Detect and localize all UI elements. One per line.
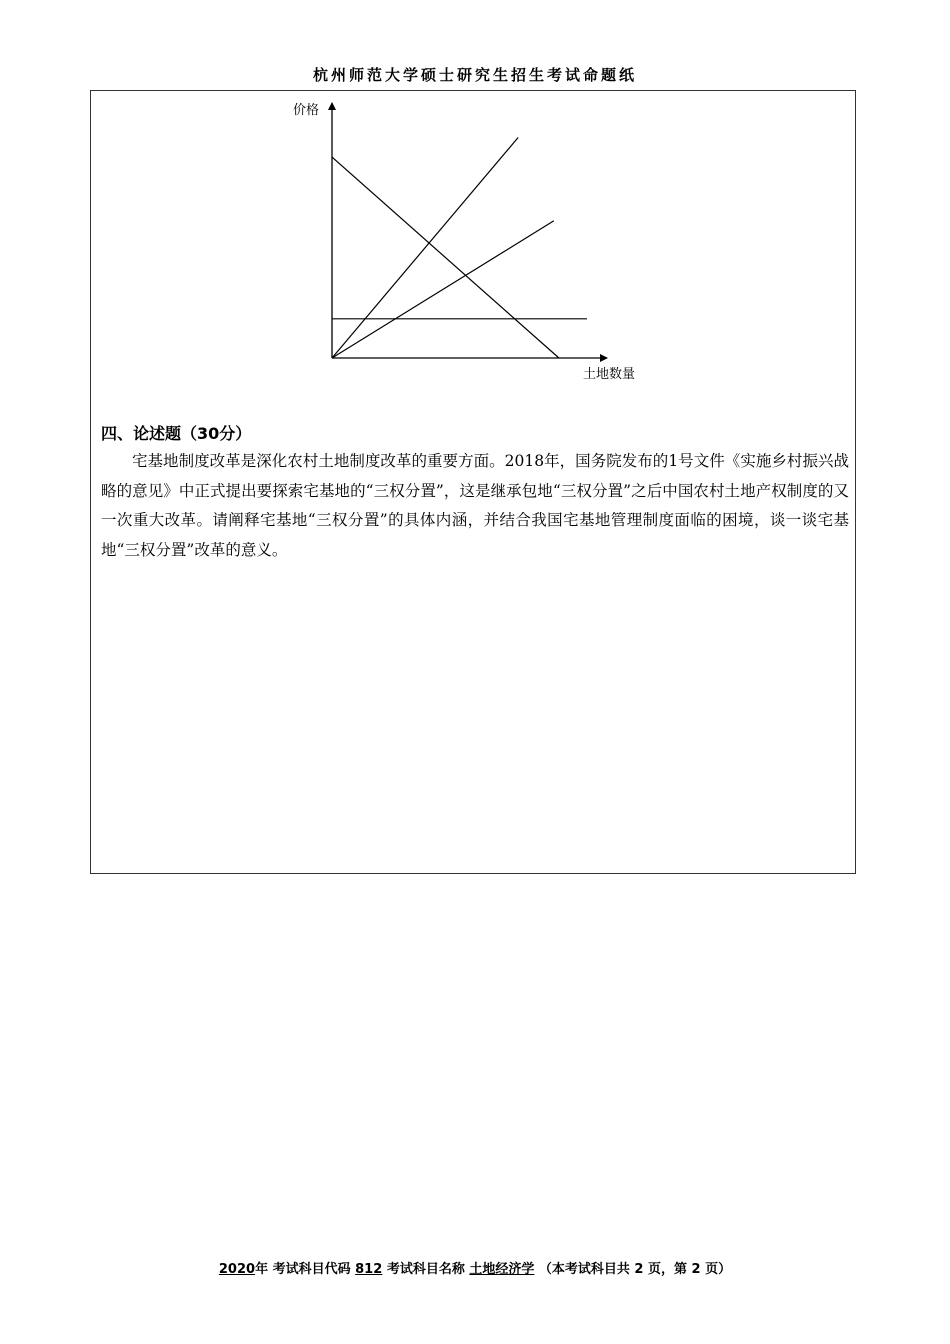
supply-demand-chart <box>91 91 857 401</box>
page-header: 杭州师范大学硕士研究生招生考试命题纸 <box>312 66 637 84</box>
footer-subject-code: 812 <box>355 1262 383 1277</box>
y-axis-label: 价格 <box>293 103 320 118</box>
question-frame <box>90 90 856 874</box>
section-title: 四、论述题（30分） <box>101 424 252 443</box>
footer-year: 2020 <box>218 1262 256 1277</box>
x-axis-label: 土地数量 <box>583 367 636 382</box>
steep-upward-line <box>332 138 518 359</box>
footer-subject-name: 土地经济学 <box>469 1262 535 1277</box>
footer-code-label: 年 考试科目代码 <box>255 1262 351 1277</box>
series-layer <box>332 138 587 359</box>
footer-page-note: （本考试科目共 2 页，第 2 页） <box>538 1262 732 1277</box>
downward-line <box>332 157 559 358</box>
essay-question-text: 宅基地制度改革是深化农村土地制度改革的重要方面。2018年，国务院发布的1号文件《实施乡村振兴战略的意见》中正式提出要探索宅基地的“三权分置”，这是继承包地“三权分置”之后中国农村土地产权制度的又一次重大改革。请阐释宅基地“三权分置”的具体内涵，并结合我国宅基地管理制度面临的困境，谈一谈宅基地“三权分置”改革的意义。 <box>101 452 849 559</box>
page-footer <box>0 1258 950 1277</box>
footer-name-label: 考试科目名称 <box>386 1262 465 1277</box>
shallow-upward-line <box>332 221 554 358</box>
